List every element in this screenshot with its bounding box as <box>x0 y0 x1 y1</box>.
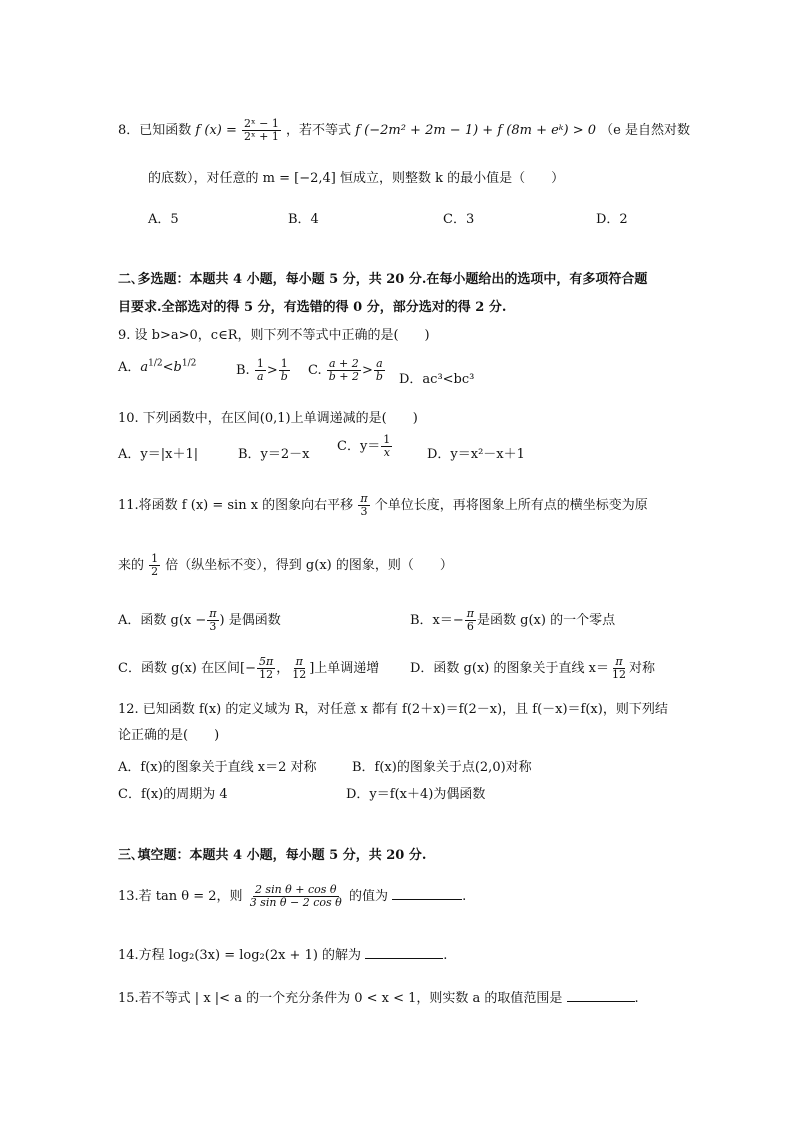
q9-option-c: C. $\frac{a + 2}{b + 2}$ > $\frac{a}{b}$ <box>308 357 383 384</box>
q14-line: 14.方程 log₂(3x) = log₂(2x + 1) 的解为 . <box>118 948 448 963</box>
q10-option-c: C．y＝ $\frac{1}{x}$ <box>337 433 391 460</box>
q9-option-b: B. $\frac{1}{a}$ > $\frac{1}{b}$ <box>236 357 288 384</box>
q11-option-c: C．函数 g(x) 在区间[− $\frac{5\pi}{12}$ ， $\frac{\pi}{12}$ ]上单调递增 <box>118 655 380 682</box>
q12-line1: 12. 已知函数 f(x) 的定义域为 R，对任意 x 都有 f(2＋x)＝f(2－x)，且 f(－x)＝f(x)，则下列结 <box>118 702 668 717</box>
q10-option-a: A．y＝|x＋1| <box>118 447 199 462</box>
q9-stem: 9. 设 b>a>0，c∈R，则下列不等式中正确的是( ) <box>118 328 430 343</box>
q12-option-c: C．f(x)的周期为 4 <box>118 787 228 802</box>
q11-option-b: B．x＝− $\frac{\pi}{6}$ 是函数 g(x) 的一个零点 <box>410 607 616 634</box>
q11-option-d: D．函数 g(x) 的图象关于直线 x＝ $\frac{\pi}{12}$ 对称 <box>410 655 655 682</box>
q8-line2: 的底数），对任意的 m = [−2,4] 恒成立，则整数 k 的最小值是（ ） <box>148 171 565 186</box>
q9-option-a: A．$a^{1/2}<b^{1/2}$ <box>118 358 197 375</box>
q9-option-d: D．ac³<bc³ <box>399 372 475 387</box>
q12-option-a: A．f(x)的图象关于直线 x＝2 对称 <box>118 760 317 775</box>
q8-option-d: D．2 <box>596 212 628 227</box>
q10-stem: 10. 下列函数中，在区间(0,1)上单调递减的是( ) <box>118 411 418 426</box>
section3-heading: 三､填空题：本题共 4 小题，每小题 5 分，共 20 分. <box>118 848 427 863</box>
q8-option-b: B．4 <box>288 212 319 227</box>
q8-prefix: 8．已知函数 <box>118 123 192 139</box>
q8-inequality: f (−2m² + 2m − 1) + f (8m + eᵏ) > 0 <box>355 123 597 139</box>
q13-line: 13.若 tan θ = 2，则 $\frac{\text{2 sin θ + cos θ}}{\text{3 sin θ − 2 cos θ}}$ 的值为 . <box>118 883 467 910</box>
section2-heading-line2: 目要求.全部选对的得 5 分，有选错的得 0 分，部分选对的得 2 分. <box>118 300 507 315</box>
q11-line1: 11.将函数 f (x) = sin x 的图象向右平移 $\frac{\pi}{3}$ 个单位长度，再将图象上所有点的横坐标变为原 <box>118 492 648 519</box>
q14-answer-blank <box>365 946 443 959</box>
q8-line1: 8．已知函数 f (x) = $\frac{\text{2ˣ − 1}}{\text{2ˣ + 1}}$ ，若不等式 f (−2m² + 2m − 1) + f (8m + eᵏ) > 0 （e 是自然对数 <box>118 117 690 144</box>
q12-option-d: D．y＝f(x＋4)为偶函数 <box>346 787 486 802</box>
q8-option-c: C．3 <box>443 212 475 227</box>
q8-function: f (x) = <box>195 123 237 139</box>
q13-answer-blank <box>392 887 462 900</box>
section2-heading-line1: 二､多选题：本题共 4 小题，每小题 5 分，共 20 分.在每小题给出的选项中，有多项符合题 <box>118 272 648 287</box>
q15-line: 15.若不等式 | x |< a 的一个充分条件为 0 < x < 1，则实数 a 的取值范围是 . <box>118 991 639 1006</box>
q8-fraction: $\frac{\text{2ˣ − 1}}{\text{2ˣ + 1}}$ <box>244 117 279 144</box>
q8-option-a: A．5 <box>148 212 179 227</box>
q10-option-b: B．y＝2－x <box>238 447 310 462</box>
q12-line2: 论正确的是( ) <box>118 728 220 743</box>
q10-option-d: D．y＝x²－x＋1 <box>427 447 525 462</box>
q11-line2: 来的 $\frac{1}{2}$ 倍（纵坐标不变），得到 g(x) 的图象，则（ ） <box>118 552 453 579</box>
q11-option-a: A．函数 g(x − $\frac{\pi}{3}$ ) 是偶函数 <box>118 607 281 634</box>
q12-option-b: B．f(x)的图象关于点(2,0)对称 <box>352 760 532 775</box>
q15-answer-blank <box>567 989 635 1002</box>
